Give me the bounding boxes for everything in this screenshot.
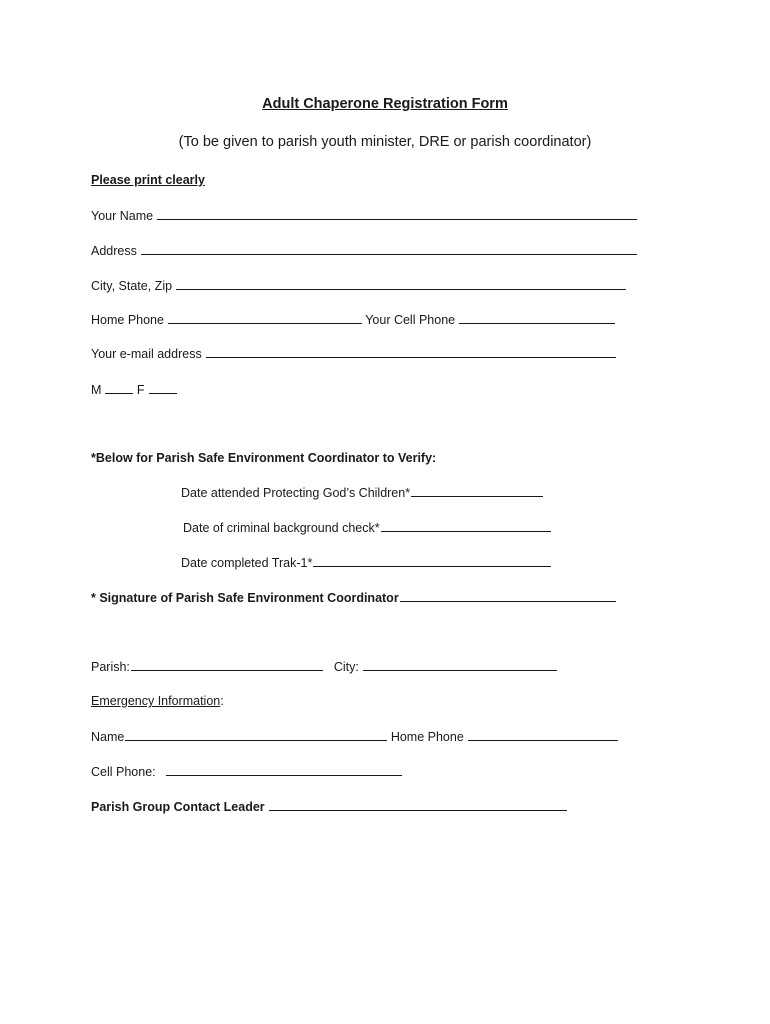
city-state-zip-row (91, 277, 626, 294)
gender-row (91, 381, 177, 398)
cell-phone-field[interactable] (459, 311, 615, 324)
trak-date-field[interactable] (313, 554, 551, 567)
contact-leader-row (91, 798, 567, 815)
city-state-zip-field[interactable] (176, 277, 626, 290)
form-subtitle: (To be given to parish youth minister, DRE or parish coordinator) (178, 134, 592, 150)
form-title: Adult Chaperone Registration Form (262, 96, 508, 112)
emergency-cell-phone-label: Cell Phone: (91, 765, 156, 779)
city-state-zip-label: City, State, Zip (91, 279, 173, 293)
emergency-heading: Emergency Information (91, 694, 221, 708)
parish-label: Parish: (91, 660, 130, 674)
emergency-heading-row (91, 693, 224, 709)
email-label: Your e-mail address (91, 347, 202, 361)
cell-phone-label: Your Cell Phone (365, 313, 456, 327)
emergency-cell-row (91, 763, 402, 780)
trak-label: Date completed Trak-1* (181, 556, 313, 570)
parish-city-label: City: (333, 660, 359, 674)
phone-row (91, 311, 615, 328)
your-name-field[interactable] (157, 207, 637, 220)
address-field[interactable] (141, 242, 637, 255)
verification-heading: *Below for Parish Safe Environment Coordinator to Verify: (91, 451, 437, 465)
home-phone-field[interactable] (168, 311, 362, 324)
emergency-name-field[interactable] (125, 728, 387, 741)
signature-field[interactable] (400, 589, 616, 602)
your-name-row (91, 207, 637, 224)
protecting-row (181, 484, 543, 501)
print-clearly-instruction: Please print clearly (91, 173, 205, 187)
signature-row (91, 589, 616, 606)
female-label: F (136, 383, 145, 397)
email-field[interactable] (206, 345, 616, 358)
contact-leader-field[interactable] (269, 798, 567, 811)
emergency-name-label: Name (91, 730, 125, 744)
male-field[interactable] (105, 381, 133, 394)
signature-label: * Signature of Parish Safe Environment Coordinator (91, 591, 399, 605)
emergency-heading-colon: : (220, 694, 224, 708)
emergency-home-phone-label: Home Phone (390, 730, 464, 744)
contact-leader-label: Parish Group Contact Leader (91, 800, 265, 814)
emergency-home-phone-field[interactable] (468, 728, 618, 741)
female-field[interactable] (149, 381, 177, 394)
emergency-cell-phone-field[interactable] (166, 763, 402, 776)
background-check-date-field[interactable] (381, 519, 551, 532)
parish-field[interactable] (131, 658, 323, 671)
emergency-name-row (91, 728, 618, 745)
parish-city-field[interactable] (363, 658, 557, 671)
male-label: M (91, 383, 102, 397)
email-row (91, 345, 616, 362)
home-phone-label: Home Phone (91, 313, 164, 327)
background-check-label: Date of criminal background check* (183, 521, 380, 535)
address-row (91, 242, 637, 259)
parish-row (91, 658, 557, 675)
protecting-label: Date attended Protecting God’s Children* (181, 486, 411, 500)
background-check-row (183, 519, 551, 536)
address-label: Address (91, 244, 137, 258)
your-name-label: Your Name (91, 209, 154, 223)
trak-row (181, 554, 551, 571)
protecting-date-field[interactable] (411, 484, 543, 497)
